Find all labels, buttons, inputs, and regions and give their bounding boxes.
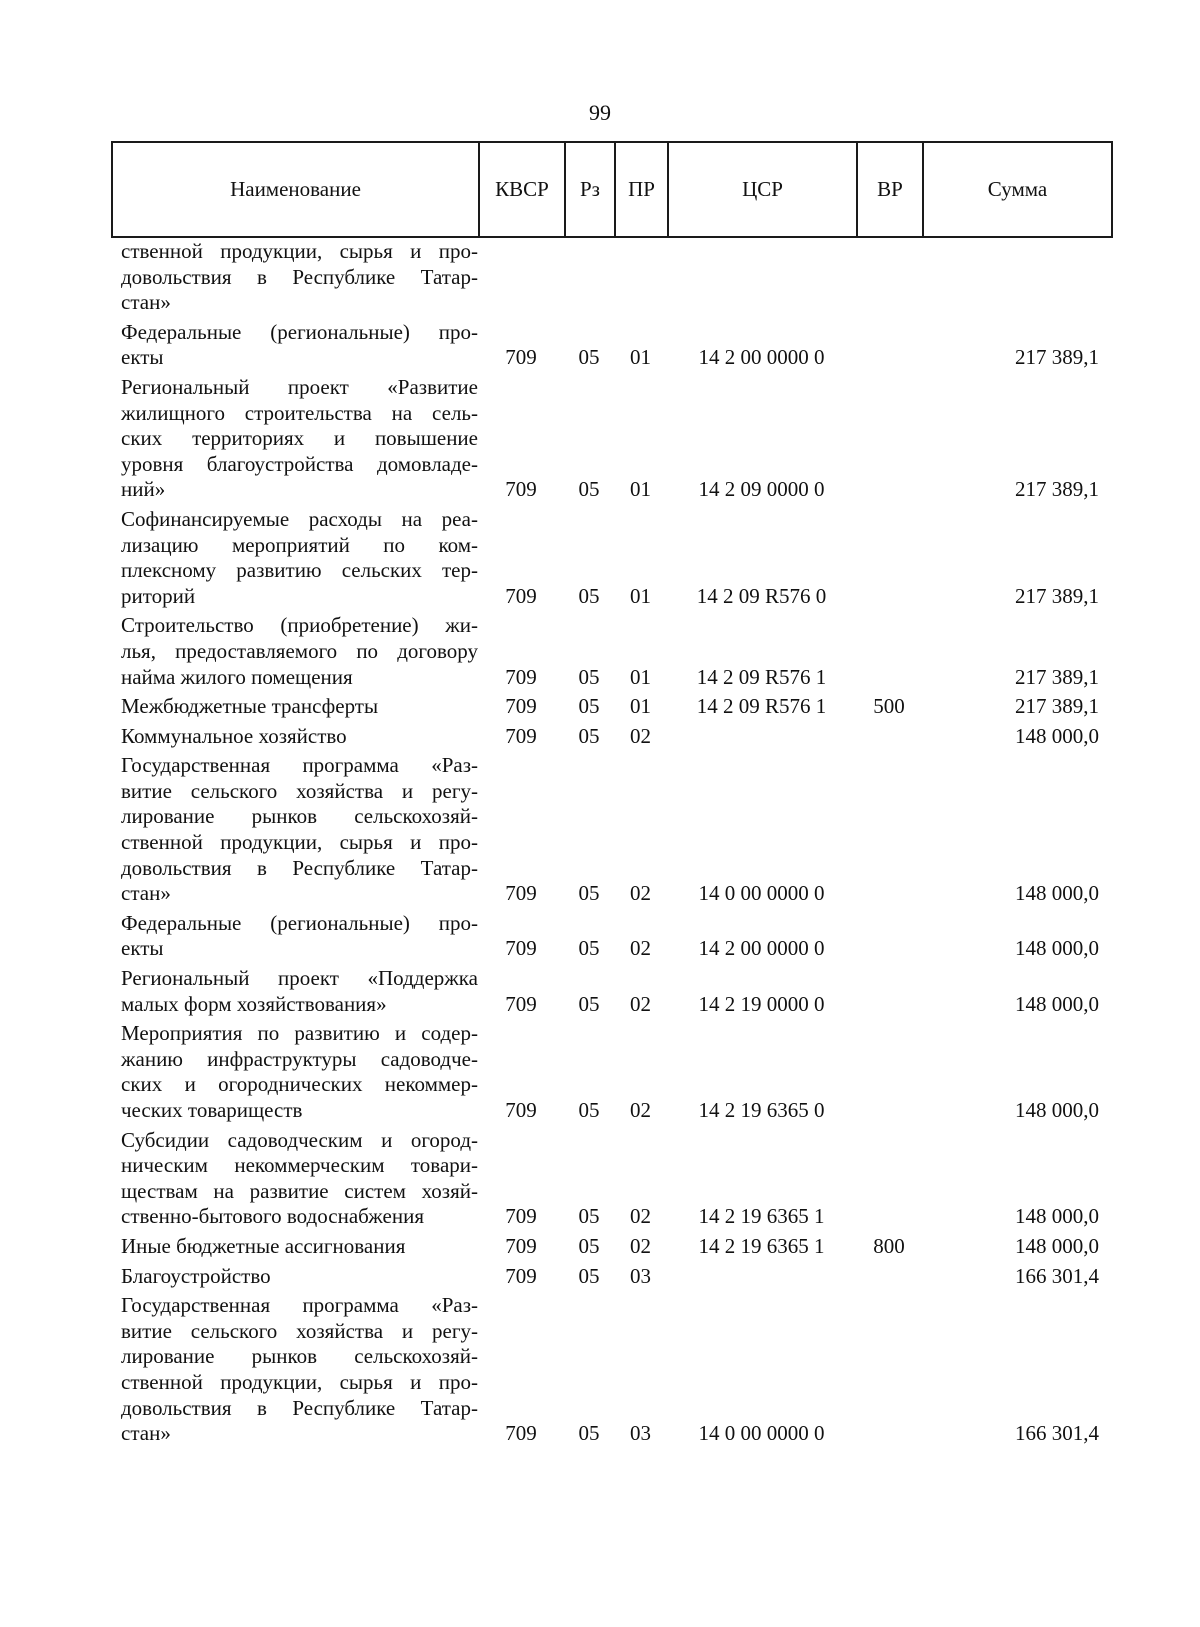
row-name-line: жилищного строительства на сель- <box>121 400 478 425</box>
row-name-line: лья, предоставляемого по договору <box>121 638 478 663</box>
row-pr: 02 <box>630 1204 651 1229</box>
row-name-line: лизацию мероприятий по ком- <box>121 532 478 557</box>
row-rz: 05 <box>578 477 600 502</box>
row-name-line: витие сельского хозяйства и регу- <box>121 1318 478 1343</box>
row-rz: 05 <box>578 991 600 1016</box>
row-pr: 03 <box>630 1263 651 1288</box>
row-csr: 14 2 09 R576 1 <box>696 694 827 719</box>
table-row <box>111 320 1111 371</box>
row-pr: 02 <box>630 1098 651 1122</box>
row-name <box>111 694 478 720</box>
row-name-line: ственной продукции, сырья и про- <box>121 239 478 263</box>
header-kvsr: КВСР <box>479 142 565 237</box>
row-kvsr: 709 <box>505 881 537 906</box>
row-name <box>111 1021 478 1123</box>
page-number: 99 <box>589 100 611 125</box>
row-name-line: ских территориях и повышение <box>121 426 478 451</box>
header-pr: ПР <box>615 142 668 237</box>
row-kvsr: 709 <box>505 991 537 1016</box>
row-csr: 14 2 00 0000 0 <box>698 345 825 370</box>
row-pr: 01 <box>630 477 651 502</box>
row-rz: 05 <box>578 1421 600 1446</box>
row-sum: 148 000,0 <box>1015 991 1099 1016</box>
row-name <box>111 507 478 609</box>
table-header <box>111 141 1113 238</box>
header-vr: ВР <box>857 142 923 237</box>
row-csr: 14 2 19 6365 1 <box>698 1233 825 1258</box>
row-name-line: жанию инфраструктуры садоводче- <box>121 1046 478 1071</box>
row-name-line: ний» <box>121 477 166 502</box>
row-sum: 148 000,0 <box>1015 936 1099 961</box>
table-row <box>111 1293 1111 1447</box>
row-name-line: малых форм хозяйствования» <box>121 991 387 1016</box>
row-name-line: лирование рынков сельскохозяй- <box>121 804 478 829</box>
table-row <box>111 753 1111 907</box>
row-rz: 05 <box>578 723 600 748</box>
row-kvsr: 709 <box>505 1233 537 1258</box>
row-name <box>111 724 478 750</box>
row-rz: 05 <box>578 936 600 961</box>
row-csr: 14 0 00 0000 0 <box>698 881 825 906</box>
row-name <box>111 966 478 1017</box>
row-csr: 14 0 00 0000 0 <box>698 1421 825 1446</box>
row-sum: 217 389,1 <box>1015 664 1099 689</box>
row-pr: 02 <box>630 936 651 961</box>
row-sum: 217 389,1 <box>1015 345 1099 370</box>
row-pr: 01 <box>630 694 651 719</box>
row-csr: 14 2 09 0000 0 <box>698 477 825 502</box>
row-name <box>111 613 478 690</box>
row-sum: 148 000,0 <box>1015 1098 1099 1122</box>
table-row <box>111 1234 1111 1260</box>
table-row <box>111 507 1111 609</box>
row-rz: 05 <box>578 345 600 370</box>
row-sum: 148 000,0 <box>1015 1233 1099 1258</box>
row-pr: 01 <box>630 345 651 370</box>
row-name <box>111 1293 478 1447</box>
row-vr: 500 <box>873 694 905 719</box>
row-name <box>111 911 478 962</box>
row-name <box>111 239 478 316</box>
row-kvsr: 709 <box>505 723 537 748</box>
row-sum: 217 389,1 <box>1015 477 1099 502</box>
table-row <box>111 239 1111 316</box>
row-name <box>111 1234 478 1260</box>
row-name-line: Региональный проект «Поддержка <box>121 966 478 991</box>
row-name-line: Государственная программа «Раз- <box>121 1293 478 1318</box>
row-name-line: довольствия в Республике Татар- <box>121 1395 478 1420</box>
row-pr: 03 <box>630 1421 651 1446</box>
row-name-line: ществам на развитие систем хозяй- <box>121 1178 478 1203</box>
row-name-line: ческих товариществ <box>121 1098 303 1122</box>
row-kvsr: 709 <box>505 477 537 502</box>
row-name-line: екты <box>121 345 164 370</box>
table-row <box>111 694 1111 720</box>
row-kvsr: 709 <box>505 583 537 608</box>
row-pr: 02 <box>630 991 651 1016</box>
row-sum: 217 389,1 <box>1015 694 1099 719</box>
row-name-line: ническим некоммерческим товари- <box>121 1153 478 1178</box>
row-csr: 14 2 19 6365 0 <box>698 1098 825 1122</box>
row-name <box>111 753 478 907</box>
row-pr: 02 <box>630 881 651 906</box>
header-csr: ЦСР <box>668 142 857 237</box>
row-name <box>111 1128 478 1230</box>
row-name <box>111 320 478 371</box>
row-sum: 148 000,0 <box>1015 881 1099 906</box>
row-rz: 05 <box>578 664 600 689</box>
row-name-line: Мероприятия по развитию и содер- <box>121 1021 478 1046</box>
row-csr: 14 2 19 0000 0 <box>698 991 825 1016</box>
table-body <box>111 239 1111 1447</box>
row-kvsr: 709 <box>505 1421 537 1446</box>
table-row <box>111 1021 1111 1123</box>
row-pr: 02 <box>630 723 651 748</box>
row-sum: 166 301,4 <box>1015 1263 1099 1288</box>
row-rz: 05 <box>578 1233 600 1258</box>
table-row <box>111 724 1111 750</box>
row-rz: 05 <box>578 1204 600 1229</box>
row-name-line: стан» <box>121 290 171 315</box>
row-name-line: довольствия в Республике Татар- <box>121 855 478 880</box>
header-name: Наименование <box>112 142 479 237</box>
header-sum: Сумма <box>923 142 1112 237</box>
row-csr: 14 2 09 R576 0 <box>696 583 827 608</box>
row-name-line: витие сельского хозяйства и регу- <box>121 778 478 803</box>
row-name-line: стан» <box>121 1421 171 1446</box>
row-rz: 05 <box>578 583 600 608</box>
row-csr: 14 2 19 6365 1 <box>698 1204 825 1229</box>
row-vr: 800 <box>873 1233 905 1258</box>
row-name-line: Строительство (приобретение) жи- <box>121 613 478 638</box>
row-name-line: лирование рынков сельскохозяй- <box>121 1344 478 1369</box>
table-row <box>111 1264 1111 1290</box>
row-kvsr: 709 <box>505 1204 537 1229</box>
row-sum: 217 389,1 <box>1015 583 1099 608</box>
row-name-line: уровня благоустройства домовладе- <box>121 451 478 476</box>
row-kvsr: 709 <box>505 694 537 719</box>
row-name-line: Государственная программа «Раз- <box>121 753 478 778</box>
row-name <box>111 375 478 503</box>
row-csr: 14 2 00 0000 0 <box>698 936 825 961</box>
row-kvsr: 709 <box>505 1263 537 1288</box>
row-kvsr: 709 <box>505 664 537 689</box>
row-pr: 01 <box>630 664 651 689</box>
row-name-line: ских и огороднических некоммер- <box>121 1072 478 1097</box>
row-rz: 05 <box>578 881 600 906</box>
row-kvsr: 709 <box>505 1098 537 1122</box>
row-name-line: Иные бюджетные ассигнования <box>121 1233 406 1258</box>
row-rz: 05 <box>578 1098 600 1122</box>
row-name <box>111 1264 478 1290</box>
row-name-line: екты <box>121 936 164 961</box>
row-sum: 166 301,4 <box>1015 1421 1099 1446</box>
row-name-line: найма жилого помещения <box>121 664 353 689</box>
table-row <box>111 375 1111 503</box>
table-row <box>111 966 1111 1017</box>
row-name-line: плексному развитию сельских тер- <box>121 558 478 583</box>
row-name-line: риторий <box>121 583 196 608</box>
row-sum: 148 000,0 <box>1015 1204 1099 1229</box>
row-name-line: довольствия в Республике Татар- <box>121 264 478 289</box>
row-name-line: Федеральные (региональные) про- <box>121 910 478 935</box>
row-rz: 05 <box>578 1263 600 1288</box>
row-kvsr: 709 <box>505 936 537 961</box>
row-name-line: Федеральные (региональные) про- <box>121 319 478 344</box>
table-row <box>111 1128 1111 1230</box>
row-name-line: ственно-бытового водоснабжения <box>121 1204 424 1229</box>
row-name-line: Благоустройство <box>121 1263 271 1288</box>
row-name-line: Софинансируемые расходы на реа- <box>121 506 478 531</box>
row-name-line: Межбюджетные трансферты <box>121 694 379 719</box>
row-rz: 05 <box>578 694 600 719</box>
table-row <box>111 613 1111 690</box>
header-rz: Рз <box>565 142 615 237</box>
row-kvsr: 709 <box>505 345 537 370</box>
row-sum: 148 000,0 <box>1015 723 1099 748</box>
row-pr: 02 <box>630 1233 651 1258</box>
row-pr: 01 <box>630 583 651 608</box>
row-csr: 14 2 09 R576 1 <box>696 664 827 689</box>
row-name-line: стан» <box>121 881 171 906</box>
row-name-line: Региональный проект «Развитие <box>121 374 478 399</box>
table-row <box>111 911 1111 962</box>
row-name-line: Субсидии садоводческим и огород- <box>121 1127 478 1152</box>
row-name-line: ственной продукции, сырья и про- <box>121 830 478 855</box>
row-name-line: ственной продукции, сырья и про- <box>121 1369 478 1394</box>
row-name-line: Коммунальное хозяйство <box>121 723 347 748</box>
